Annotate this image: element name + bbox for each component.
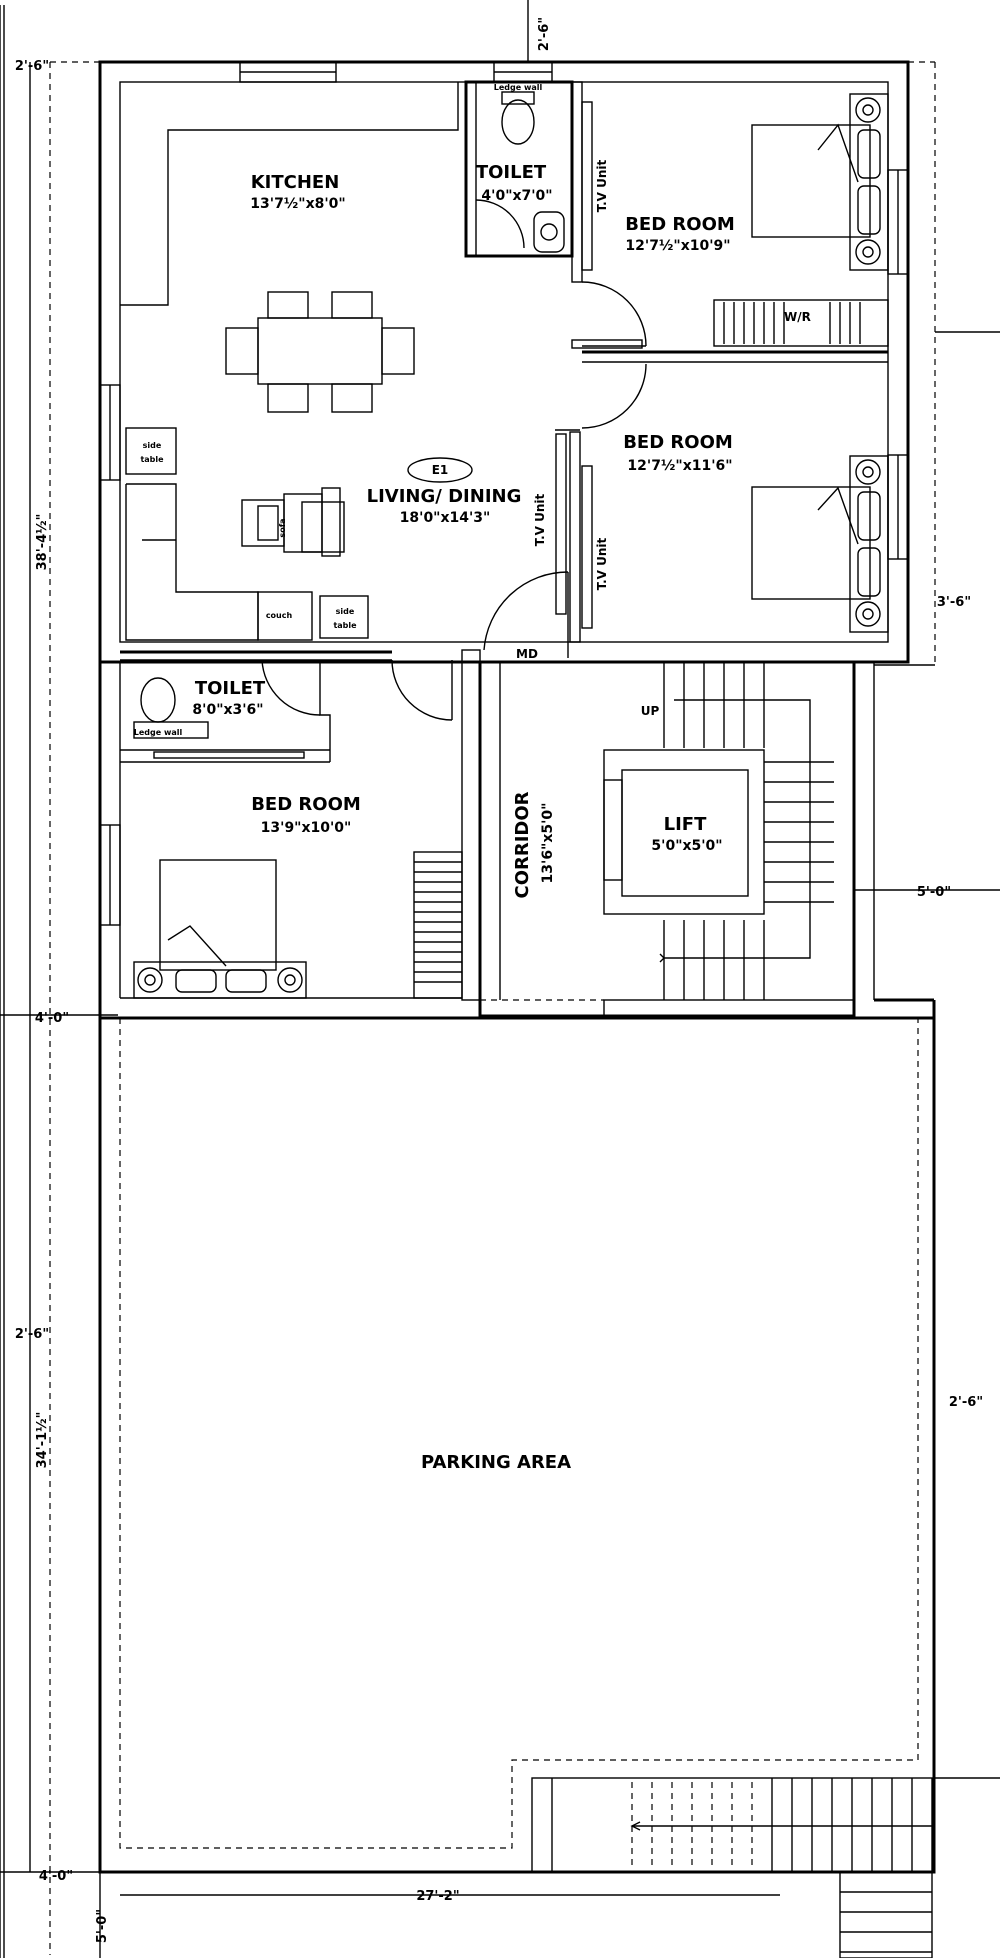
dim-right-lower: 2'-6" <box>948 1395 984 1410</box>
tv-unit-label-2: T.V Unit <box>533 493 547 547</box>
dining-table <box>226 292 414 412</box>
side-table-2-label: side <box>335 607 355 616</box>
tv-unit-label-3: T.V Unit <box>595 537 609 591</box>
wardrobe-bedroom-3 <box>414 852 462 998</box>
window-bedroom-1 <box>888 170 908 274</box>
side-table-2 <box>320 596 368 638</box>
dim-left-lower: 2'-6" <box>14 1327 50 1342</box>
entrance-stair <box>532 1778 932 1958</box>
kitchen-counter <box>120 82 466 305</box>
outer-walls <box>100 62 908 1018</box>
bedroom-2-label: BED ROOM <box>623 432 733 453</box>
toilet-left-label: TOILET <box>194 678 266 699</box>
dim-bottom-width: 27'-2" <box>416 1889 460 1904</box>
bedroom-3-size: 13'9"x10'0" <box>260 820 352 836</box>
toilet-top-size: 4'0"x7'0" <box>481 188 553 204</box>
couch-label: couch <box>265 611 293 620</box>
toilet-top-label: TOILET <box>475 162 547 183</box>
main-door-label: MD <box>516 647 538 661</box>
bedroom-1-label: BED ROOM <box>625 214 735 235</box>
ledge-wall-left-label: Ledge wall <box>133 728 183 737</box>
toilet-left-size: 8'0"x3'6" <box>192 702 264 718</box>
window-living <box>100 385 120 480</box>
tv-unit-label-1: T.V Unit <box>595 159 609 213</box>
lift-label: LIFT <box>663 814 707 835</box>
parking-label: PARKING AREA <box>420 1452 572 1473</box>
living-size: 18'0"x14'3" <box>399 510 491 526</box>
window-bedroom-3 <box>100 825 120 925</box>
wardrobe-label: W/R <box>784 310 811 324</box>
dim-left-lower-total: 34'-1½" <box>35 1411 50 1469</box>
kitchen-label: KITCHEN <box>250 172 340 193</box>
side-table-1-label-2: table <box>140 455 164 464</box>
dim-right-mid: 5'-0" <box>916 885 952 900</box>
sofa-label: sofa <box>278 518 287 538</box>
side-table-2-label-2: table <box>333 621 357 630</box>
door-bedroom-3 <box>392 660 452 720</box>
dim-left-bottom: 4'-0" <box>38 1869 74 1884</box>
lift-size: 5'0"x5'0" <box>651 838 723 854</box>
door-bedroom-1 <box>572 282 646 348</box>
up-label: UP <box>640 704 660 718</box>
dimension-lines <box>30 62 780 1958</box>
living-label: LIVING/ DINING <box>366 486 522 507</box>
tv-unit-bedroom-2 <box>582 466 592 628</box>
window-toilet-top <box>494 62 552 82</box>
ledge-wall-top-label: Ledge wall <box>493 83 543 92</box>
dim-right-upper: 3'-6" <box>936 595 972 610</box>
dim-left-upper-total: 38'-4½" <box>35 513 50 571</box>
bedroom-2-size: 12'7½"x11'6" <box>627 458 733 474</box>
bed-bedroom-1 <box>752 94 888 270</box>
kitchen-size: 13'7½"x8'0" <box>250 196 346 212</box>
sofa-l <box>126 484 258 640</box>
door-bedroom-2 <box>582 364 646 428</box>
window-bedroom-2 <box>888 455 908 559</box>
right-side-strip <box>854 662 1000 1000</box>
bed-bedroom-2 <box>752 456 888 632</box>
room-tag-e1-label: E1 <box>431 463 449 477</box>
tv-unit-living <box>556 434 566 614</box>
corridor-label: CORRIDOR <box>512 791 533 899</box>
dim-top-setback: 2'-6" <box>537 16 552 52</box>
tv-unit-bedroom-1 <box>582 102 592 270</box>
dim-bottom-setback: 5'-0" <box>95 1908 110 1944</box>
door-toilet-left <box>262 660 320 715</box>
parking-boundary <box>100 1000 934 1872</box>
dim-left-mid: 4'-0" <box>34 1011 70 1026</box>
side-table-1 <box>126 428 176 474</box>
side-table-1-label: side <box>142 441 162 450</box>
corridor-size: 13'6"x5'0" <box>540 802 556 884</box>
bedroom-1-size: 12'7½"x10'9" <box>625 238 731 254</box>
bedroom-3-label: BED ROOM <box>251 794 361 815</box>
sofa-chair <box>242 488 344 556</box>
bed-bedroom-3 <box>134 860 306 998</box>
window-kitchen <box>240 62 336 82</box>
dim-top-left: 2'-6" <box>14 59 50 74</box>
